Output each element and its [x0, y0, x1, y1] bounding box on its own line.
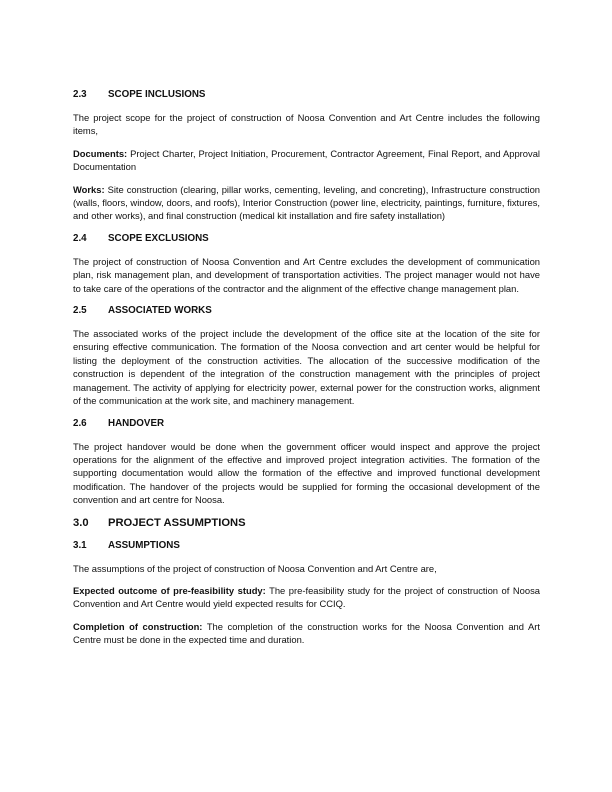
document-page — [73, 88, 540, 656]
works-text: Site construction (clearing, pillar works, cementing, leveling, and concreting), Infrastructure construction (walls, floors, window, doors, and roofs), Interior Construction (power line, electricity, paintings, furniture, fixtures, and other works), and final construction (medical kit installation and fire safety installation) — [73, 183, 540, 222]
assumption-completion — [73, 620, 540, 647]
works-lead: Works: — [73, 183, 105, 195]
assumption-lead: Completion of construction: — [73, 620, 203, 632]
section-heading-2-6 — [73, 417, 540, 430]
section-number: 2.3 — [73, 89, 87, 100]
handover-body: The project handover would be done when the government officer would inspect and approve the project operations for the alignment of the effective and improved project integration activities. The formation of the supporting documentation would allow the formation of the effective and improved functional development modification. The handover of the projects would be supplied for forming the occasional development of the convention and art centre for Noosa. — [73, 440, 540, 506]
documents-paragraph — [73, 147, 540, 174]
section-title: PROJECT ASSUMPTIONS — [108, 516, 246, 529]
assumption-lead: Expected outcome of pre-feasibility study: — [73, 584, 266, 596]
scope-inclusions-intro: The project scope for the project of construction of Noosa Convention and Art Centre includes the following items, — [73, 112, 540, 137]
section-heading-3-0 — [73, 516, 540, 530]
section-number: 3.0 — [73, 516, 89, 529]
section-heading-3-1 — [73, 539, 540, 552]
section-title: ASSUMPTIONS — [108, 539, 180, 551]
section-heading-2-4 — [73, 232, 540, 245]
assumption-prefeasibility — [73, 584, 540, 611]
scope-exclusions-body: The project of construction of Noosa Convention and Art Centre excludes the development of communication plan, risk management plan, and development of transportation activities. The project manager would not have to take care of the operations of the contractor and the alignment of the effective change management plan. — [73, 255, 540, 294]
section-number: 2.4 — [73, 232, 87, 244]
section-number: 2.6 — [73, 417, 87, 429]
section-number: 3.1 — [73, 539, 87, 551]
section-title: ASSOCIATED WORKS — [108, 305, 212, 317]
section-heading-2-3 — [73, 88, 540, 101]
documents-text: Project Charter, Project Initiation, Procurement, Contractor Agreement, Final Report, and Approval Documentation — [73, 147, 540, 173]
assumption-text: The pre-feasibility study for the project of construction of Noosa Convention and Art Centre would yield expected results for CCIQ. — [73, 584, 540, 610]
section-title: SCOPE EXCLUSIONS — [108, 232, 209, 244]
section-title: HANDOVER — [108, 417, 165, 429]
section-heading-2-5 — [73, 304, 540, 317]
assumptions-intro: The assumptions of the project of construction of Noosa Convention and Art Centre are, — [73, 562, 437, 574]
works-paragraph — [73, 183, 540, 223]
section-title: SCOPE INCLUSIONS — [108, 89, 206, 100]
assumption-text: The completion of the construction works for the Noosa Convention and Art Centre must be done in the expected time and duration. — [73, 620, 541, 646]
documents-lead: Documents: — [73, 147, 128, 159]
associated-works-body: The associated works of the project include the development of the office site at the location of the site for ensuring effective communication. The formation of the Noosa convection and art center would be helpful for listing the deployment of the construction activities. The allocation of the successive modification of the construction is dependent of the integration of the construction management with the principles of project management. The activity of applying for electricity power, external power for the construction works, alignment of the communication at the work site, and machinery management. — [73, 328, 540, 407]
section-number: 2.5 — [73, 305, 87, 317]
